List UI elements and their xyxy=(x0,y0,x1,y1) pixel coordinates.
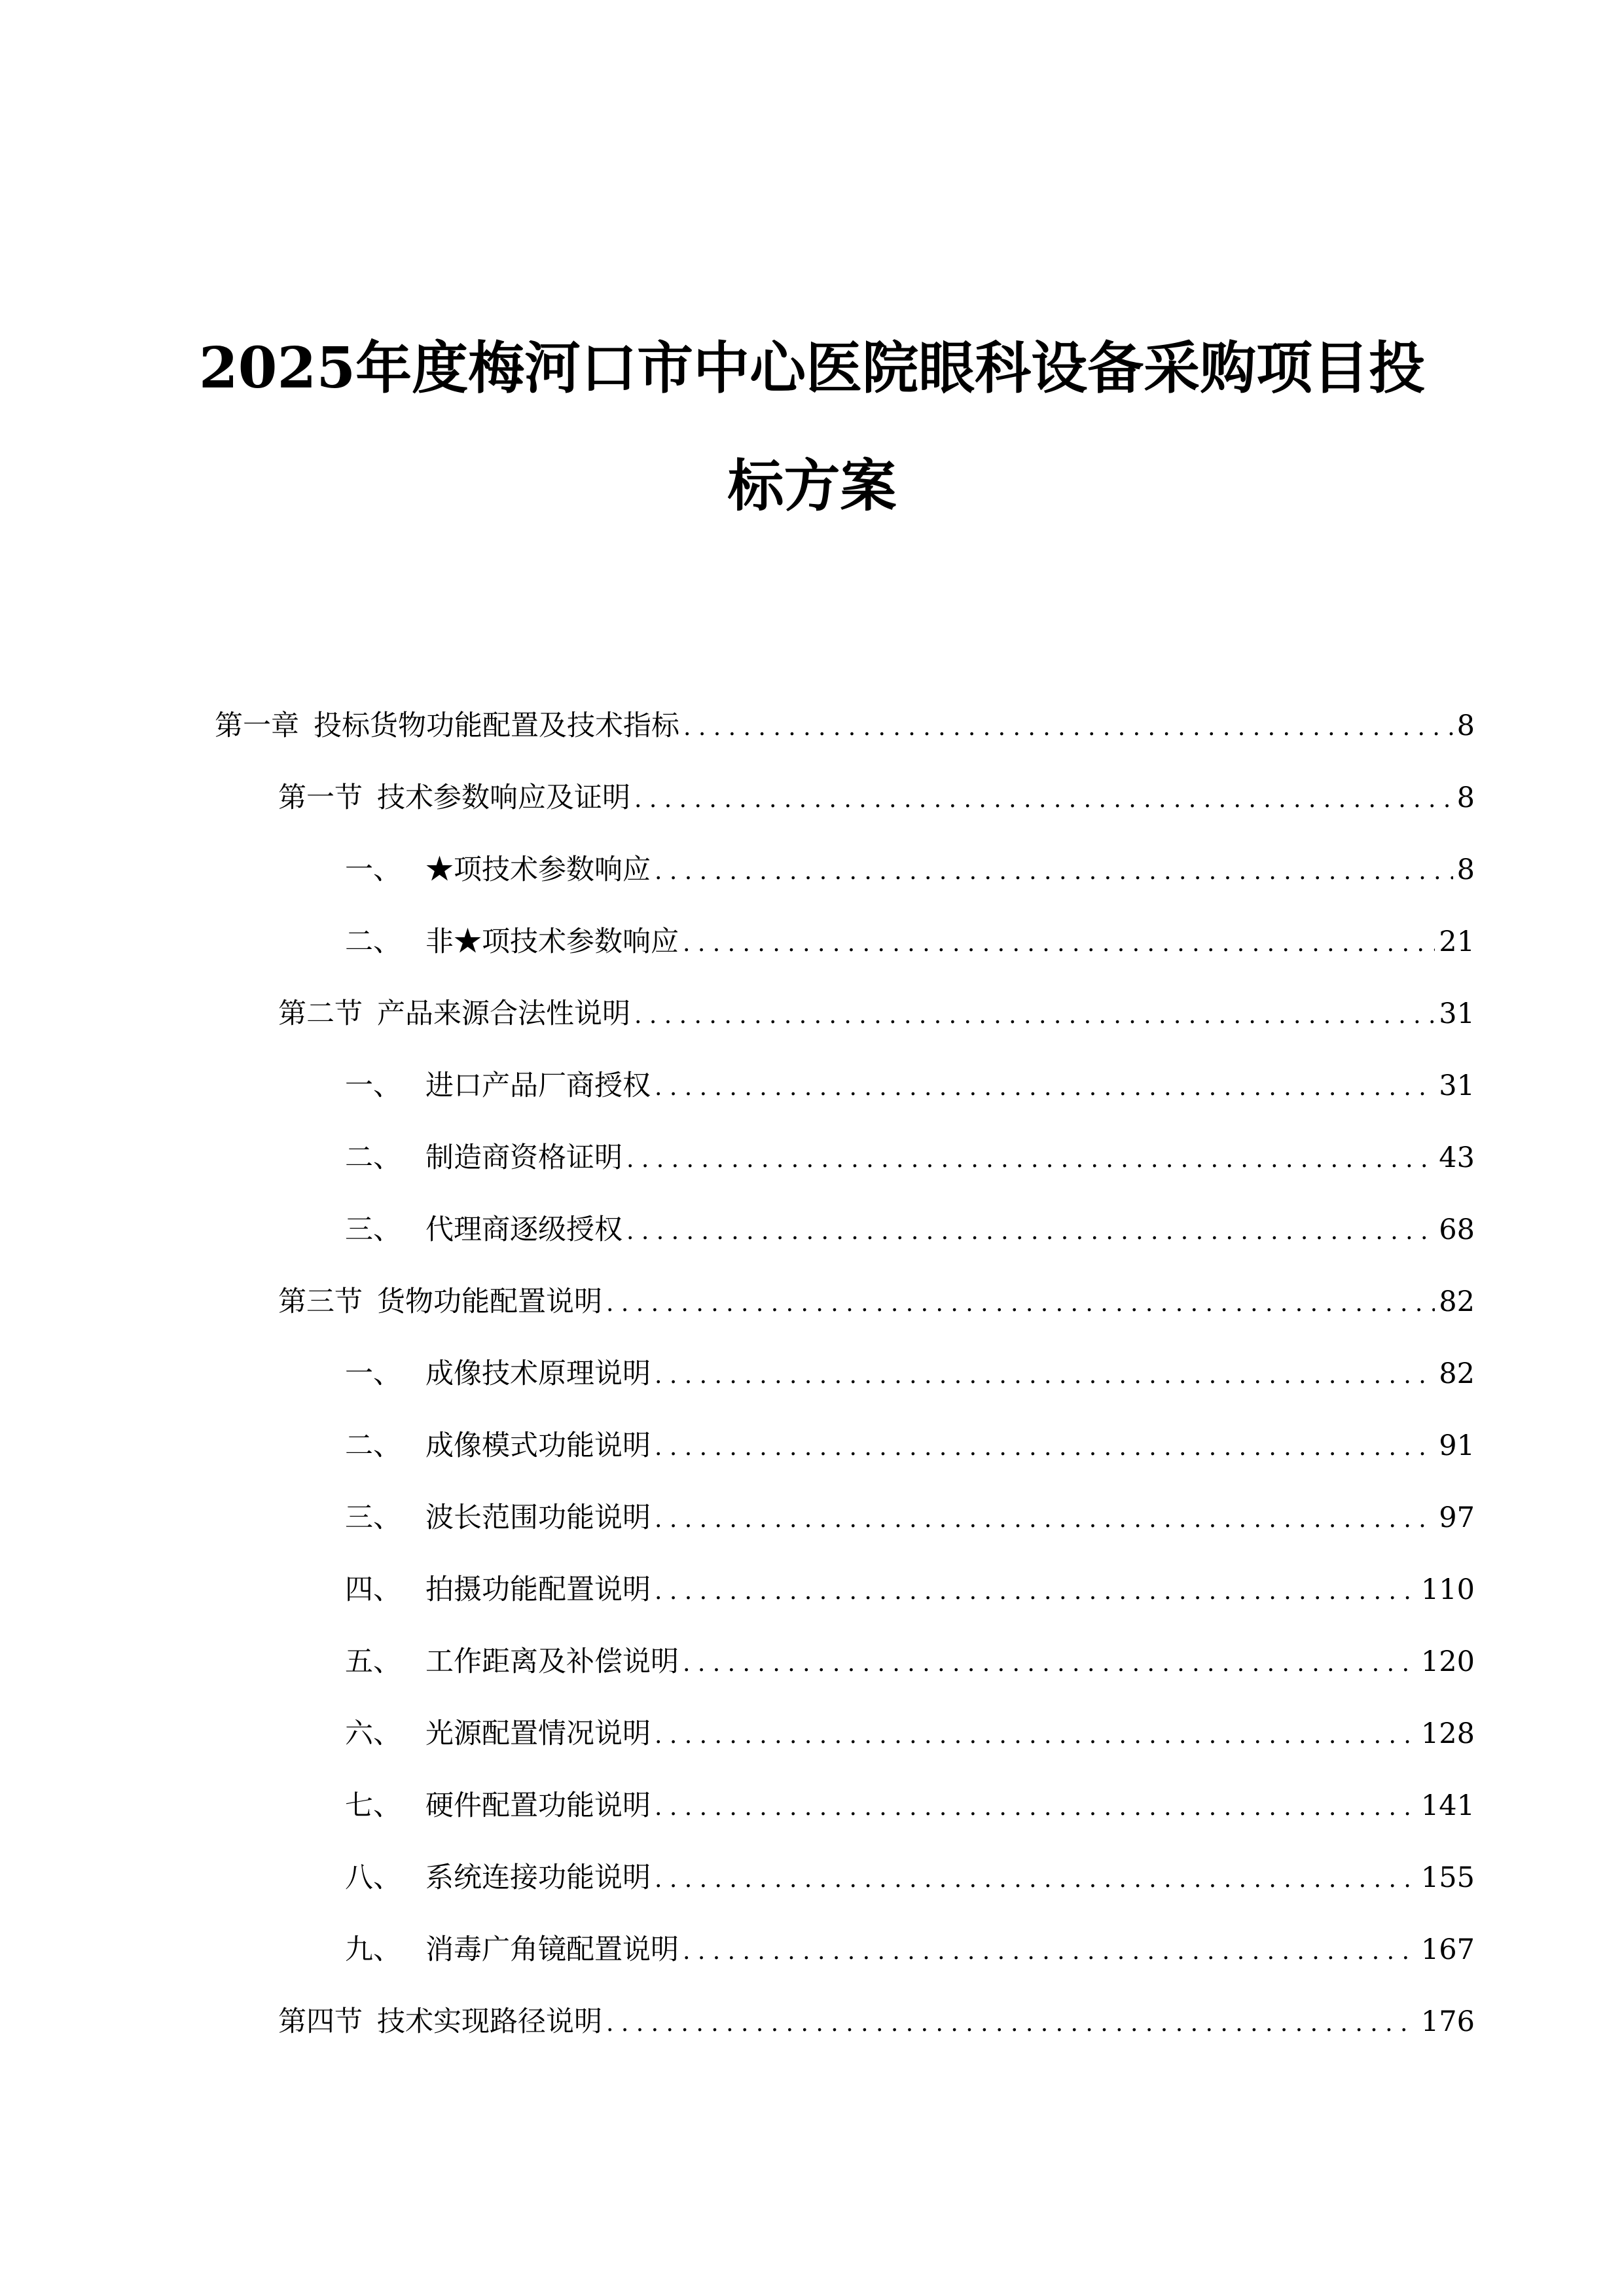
toc-entry[interactable] xyxy=(278,776,1475,815)
toc-entry-title: 货物功能配置说明 xyxy=(377,1285,602,1318)
toc-entry[interactable] xyxy=(345,1856,1475,1895)
toc-entry-page-number: 167 xyxy=(1420,1933,1475,1966)
toc-entry-title: 投标货物功能配置及技术指标 xyxy=(314,709,679,742)
toc-entry[interactable] xyxy=(215,704,1475,743)
toc-entry-page-number: 141 xyxy=(1420,1789,1475,1822)
toc-entry-prefix: 第三节 xyxy=(278,1285,363,1318)
toc-entry[interactable] xyxy=(345,1496,1475,1535)
dot-leader xyxy=(683,714,1453,741)
dot-leader xyxy=(606,1290,1435,1317)
dot-leader xyxy=(655,1074,1435,1101)
toc-entry[interactable] xyxy=(345,1784,1475,1823)
toc-entry-prefix: 三、 xyxy=(345,1501,401,1534)
dot-leader xyxy=(626,1218,1435,1245)
document-title-line-1: 2025年度梅河口市中心医院眼科设备采购项目投 xyxy=(198,335,1426,401)
toc-entry-title: 进口产品厂商授权 xyxy=(425,1069,651,1102)
toc-entry-prefix: 二、 xyxy=(345,925,401,958)
toc-entry-page-number: 31 xyxy=(1439,1069,1475,1102)
dot-leader xyxy=(655,1866,1417,1893)
toc-entry-prefix: 八、 xyxy=(345,1861,401,1894)
toc-entry-title: 产品来源合法性说明 xyxy=(377,997,630,1030)
toc-entry-page-number: 128 xyxy=(1420,1717,1475,1750)
dot-leader xyxy=(606,2010,1417,2037)
dot-leader xyxy=(634,1002,1435,1029)
dot-leader xyxy=(655,858,1453,885)
toc-entry-title: 硬件配置功能说明 xyxy=(425,1789,651,1822)
toc-entry-prefix: 第一章 xyxy=(215,709,299,742)
toc-entry[interactable] xyxy=(345,1640,1475,1679)
dot-leader xyxy=(655,1794,1417,1821)
toc-entry[interactable] xyxy=(345,1928,1475,1967)
toc-entry-page-number: 176 xyxy=(1420,2005,1475,2038)
toc-entry[interactable] xyxy=(345,1136,1475,1175)
toc-entry-page-number: 110 xyxy=(1420,1573,1475,1606)
toc-entry-prefix: 一、 xyxy=(345,1069,401,1102)
toc-entry[interactable] xyxy=(345,920,1475,959)
dot-leader xyxy=(655,1722,1417,1749)
toc-entry-page-number: 43 xyxy=(1439,1141,1475,1174)
toc-entry-page-number: 155 xyxy=(1420,1861,1475,1894)
toc-entry-prefix: 第一节 xyxy=(278,781,363,814)
toc-entry-prefix: 五、 xyxy=(345,1645,401,1678)
toc-entry-page-number: 31 xyxy=(1439,997,1475,1030)
toc-entry-title: 制造商资格证明 xyxy=(425,1141,623,1174)
dot-leader xyxy=(655,1506,1435,1533)
toc-entry-prefix: 二、 xyxy=(345,1429,401,1462)
dot-leader xyxy=(683,930,1435,957)
toc-entry-page-number: 82 xyxy=(1439,1357,1475,1390)
toc-entry-title: 消毒广角镜配置说明 xyxy=(425,1933,679,1966)
toc-entry[interactable] xyxy=(345,1424,1475,1463)
toc-entry-page-number: 8 xyxy=(1456,709,1475,742)
toc-entry[interactable] xyxy=(345,1352,1475,1391)
toc-entry-title: 非★项技术参数响应 xyxy=(425,925,679,958)
toc-entry[interactable] xyxy=(345,1208,1475,1247)
toc-entry-title: 代理商逐级授权 xyxy=(425,1213,623,1246)
toc-entry-prefix: 三、 xyxy=(345,1213,401,1246)
document-title-line-2: 标方案 xyxy=(727,453,897,519)
toc-entry[interactable] xyxy=(345,1712,1475,1751)
toc-entry-title: 系统连接功能说明 xyxy=(425,1861,651,1894)
toc-entry-title: 成像技术原理说明 xyxy=(425,1357,651,1390)
toc-entry-title: 工作距离及补偿说明 xyxy=(425,1645,679,1678)
dot-leader xyxy=(626,1146,1435,1173)
dot-leader xyxy=(655,1434,1435,1461)
dot-leader xyxy=(683,1650,1417,1677)
dot-leader xyxy=(683,1938,1417,1965)
toc-entry-page-number: 8 xyxy=(1456,853,1475,886)
toc-entry-title: ★项技术参数响应 xyxy=(425,853,651,886)
toc-entry-prefix: 九、 xyxy=(345,1933,401,1966)
dot-leader xyxy=(655,1578,1417,1605)
toc-entry[interactable] xyxy=(345,848,1475,887)
toc-entry-prefix: 第二节 xyxy=(278,997,363,1030)
toc-entry-title: 波长范围功能说明 xyxy=(425,1501,651,1534)
toc-entry-title: 拍摄功能配置说明 xyxy=(425,1573,651,1606)
toc-entry-prefix: 二、 xyxy=(345,1141,401,1174)
toc-entry-title: 技术实现路径说明 xyxy=(377,2005,602,2038)
toc-entry[interactable] xyxy=(278,992,1475,1031)
toc-entry[interactable] xyxy=(345,1064,1475,1103)
toc-entry-page-number: 21 xyxy=(1439,925,1475,958)
toc-entry-page-number: 97 xyxy=(1439,1501,1475,1534)
toc-entry-page-number: 120 xyxy=(1420,1645,1475,1678)
toc-entry-title: 光源配置情况说明 xyxy=(425,1717,651,1750)
toc-entry-prefix: 第四节 xyxy=(278,2005,363,2038)
toc-entry[interactable] xyxy=(345,1568,1475,1607)
toc-entry-prefix: 一、 xyxy=(345,853,401,886)
toc-entry-prefix: 六、 xyxy=(345,1717,401,1750)
dot-leader xyxy=(634,786,1453,813)
toc-entry-prefix: 七、 xyxy=(345,1789,401,1822)
toc-entry[interactable] xyxy=(278,2000,1475,2039)
dot-leader xyxy=(655,1362,1435,1389)
toc-entry-page-number: 91 xyxy=(1439,1429,1475,1462)
toc-entry-prefix: 一、 xyxy=(345,1357,401,1390)
toc-entry-title: 成像模式功能说明 xyxy=(425,1429,651,1462)
toc-entry-page-number: 82 xyxy=(1439,1285,1475,1318)
toc-entry-page-number: 8 xyxy=(1456,781,1475,814)
toc-entry-title: 技术参数响应及证明 xyxy=(377,781,630,814)
toc-entry[interactable] xyxy=(278,1280,1475,1319)
toc-entry-prefix: 四、 xyxy=(345,1573,401,1606)
toc-entry-page-number: 68 xyxy=(1439,1213,1475,1246)
